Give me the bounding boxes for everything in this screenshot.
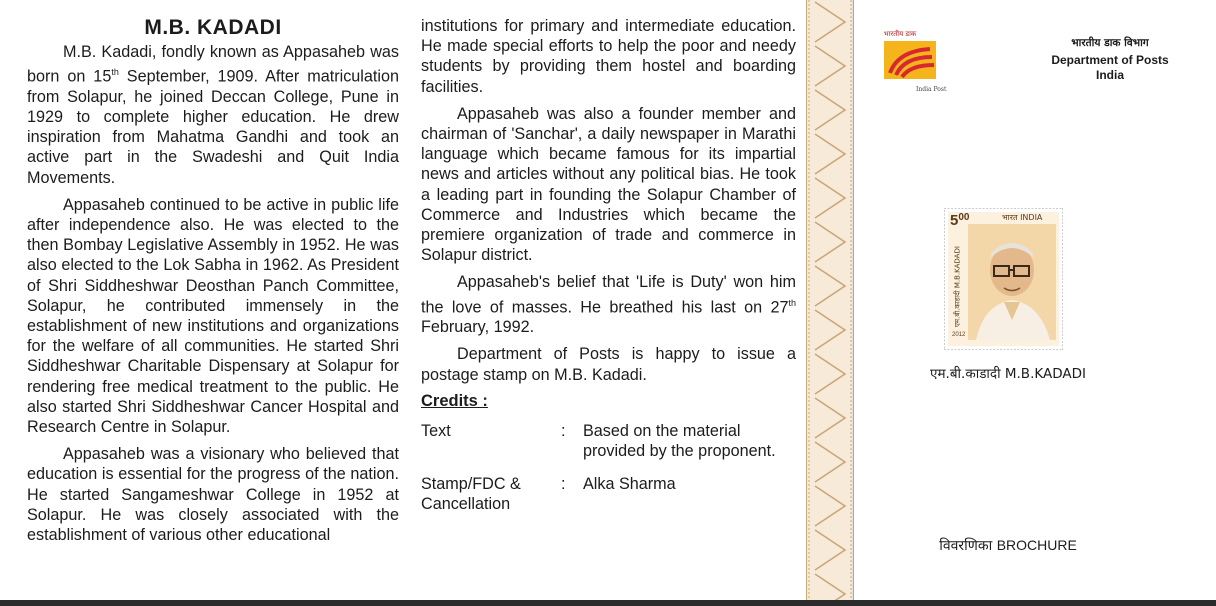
- paragraph-birth-text: M.B. Kadadi, fondly known as Appasaheb was born on 15: [27, 43, 399, 86]
- middle-column: [421, 16, 796, 528]
- stamp-denomination-decimal: 00: [958, 212, 970, 223]
- stamp-caption: एम.बी.काडादी M.B.KADADI: [930, 366, 1086, 382]
- credit-value: Alka Sharma: [583, 475, 676, 494]
- india-post-logo: [880, 30, 956, 93]
- zigzag-pattern: [807, 0, 853, 600]
- stamp-year: 2012: [952, 332, 966, 338]
- paragraph-issue: Department of Posts is happy to issue a postage stamp on M.B. Kadadi.: [421, 345, 796, 384]
- paragraph-life-is-duty: [421, 272, 796, 337]
- logo-hindi-text: भारतीय डाक: [883, 30, 917, 38]
- page-title: M.B. KADADI: [144, 16, 282, 39]
- postage-stamp: [944, 208, 1063, 350]
- paragraph-education: Appasaheb was a visionary who believed that education is essential for the progress of the nation. He started Sangameshwar College in 1952 at Solapur. He was closely associated with the establishment of various other educational: [27, 445, 399, 545]
- scan-bottom-edge: [0, 600, 1216, 606]
- department-country: India: [1095, 68, 1124, 82]
- paragraph-life-rest: February, 1992.: [421, 318, 535, 337]
- credits-heading: Credits :: [421, 391, 488, 410]
- department-block: [1030, 36, 1190, 83]
- stamp-denomination-value: 5: [950, 212, 959, 229]
- credit-row-stamp: [421, 474, 796, 514]
- credit-label: Text: [421, 421, 451, 440]
- india-post-emblem-icon: [880, 39, 956, 83]
- credit-row-text: [421, 421, 796, 461]
- brochure-label: [928, 536, 1088, 555]
- credit-label: Stamp/FDC & Cancellation: [421, 475, 521, 514]
- left-column: [27, 16, 399, 552]
- stamp-country: भारत INDIA: [1002, 213, 1043, 222]
- stamp-vertical-name: एम.बी.काडादी M.B.KADADI: [953, 246, 962, 327]
- department-hindi: भारतीय डाक विभाग: [1071, 37, 1149, 49]
- paragraph-institutions: institutions for primary and intermediate education. He made special efforts to help the poor and needy students by providing them hostel and boarding facilities.: [421, 17, 796, 96]
- paragraph-birth: [27, 42, 399, 188]
- department-english: Department of Posts: [1051, 53, 1169, 67]
- paragraph-sanchar: Appasaheb was also a founder member and chairman of 'Sanchar', a daily newspaper in Marathi language which became famous for its impartial news and articles without any political bias. He took a leading part in founding the Solapur Chamber of Commerce and Industries which became the premiere organization of trade and commerce in Solapur district.: [421, 104, 796, 265]
- ordinal-suffix: th: [788, 297, 796, 308]
- credit-colon: :: [561, 421, 566, 440]
- paragraph-birth-rest: September, 1909. After matriculation from Solapur, he joined Deccan College, Pune in 1929 to complete higher education. He drew inspiration from Mahatma Gandhi and took an active part in the Swadeshi and Quit India Movements.: [27, 67, 400, 187]
- brochure-english: BROCHURE: [996, 537, 1077, 553]
- paragraph-public-life: Appasaheb continued to be active in public life after independence also. He was elected to the then Bombay Legislative Assembly in 1952. He was also elected to the Lok Sabha in 1962. As President of Shri Siddheshwar Deosthan Panch Committee, Solapur, he contributed immensely in the establishment of new institutions and organizations for the welfare of all communities. He started Shri Siddheshwar Charitable Dispensary at Solapur for rendering free medical treatment to the public. He also started Shri Siddheshwar Cancer Hospital and Research Centre in Solapur.: [27, 195, 399, 437]
- credit-value: Based on the material provided by the proponent.: [583, 421, 776, 461]
- credit-colon: :: [561, 475, 566, 494]
- decorative-border-strip: [806, 0, 854, 600]
- logo-english-text: India Post: [916, 86, 947, 93]
- paragraph-life-text: Appasaheb's belief that 'Life is Duty' won him the love of masses. He breathed his last on 27: [421, 273, 796, 317]
- ordinal-suffix: th: [111, 67, 119, 78]
- fold-line: [852, 0, 853, 600]
- brochure-hindi: विवरणिका: [939, 538, 993, 554]
